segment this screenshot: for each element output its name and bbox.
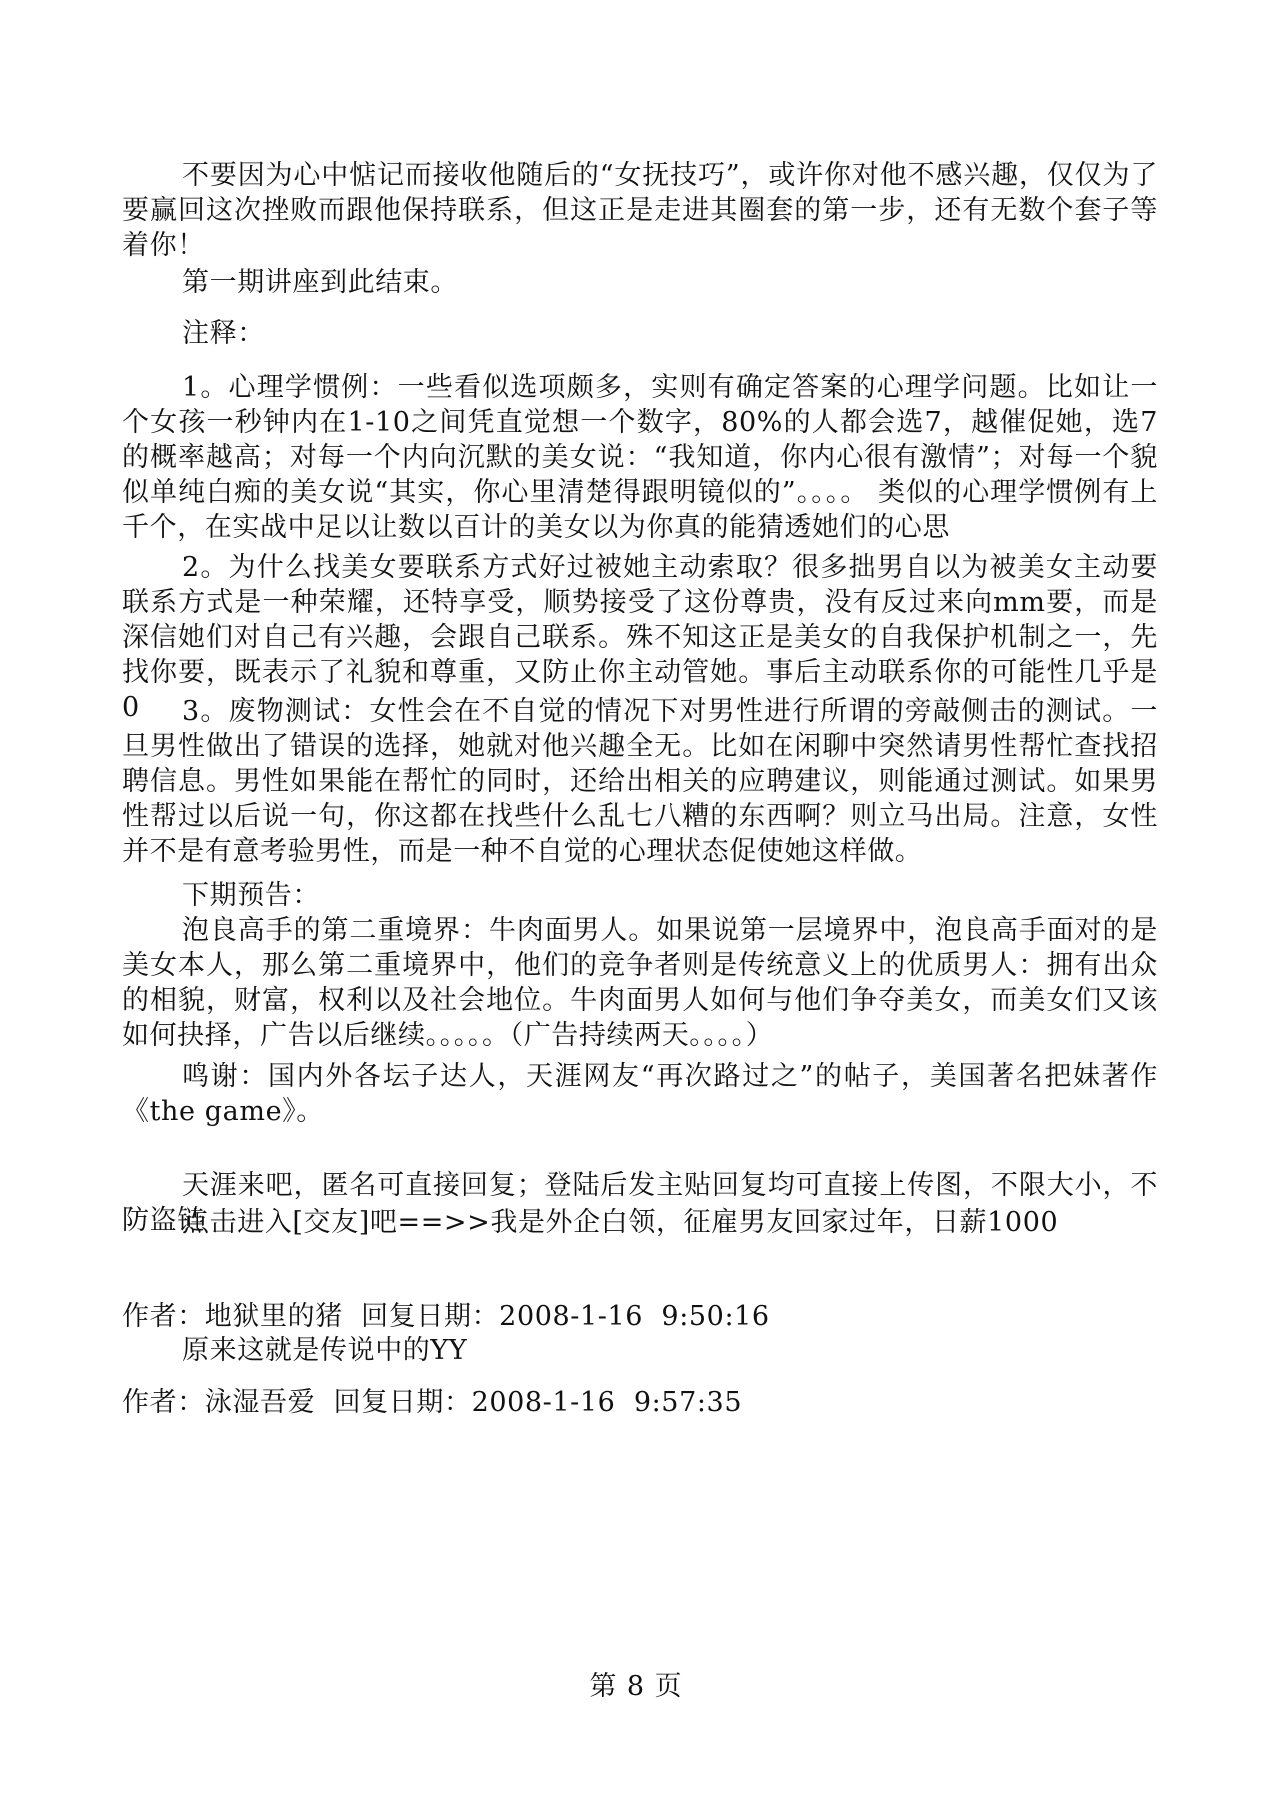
document-page [122,0,1162,1800]
note-2-paragraph: 2。为什么找美女要联系方式好过被她主动索取？很多拙男自以为被美女主动要联系方式是一种荣耀，还特享受，顺势接受了这份尊贵，没有反过来向mm要，而是深信她们对自己有兴趣，会跟自己联系。殊不知这正是美女的自我保护机制之一，先找你要，既表示了礼貌和尊重，又防止你主动管她。事后主动联系你的可能性几乎是0 [122,552,1158,723]
note-3-paragraph: 3。废物测试：女性会在不自觉的情况下对男性进行所谓的旁敲侧击的测试。一旦男性做出了错误的选择，她就对他兴趣全无。比如在闲聊中突然请男性帮忙查找招聘信息。男性如果能在帮忙的同时，还给出相关的应聘建议，则能通过测试。如果男性帮过以后说一句，你这都在找些什么乱七八糟的东西啊？则立马出局。注意，女性并不是有意考验男性，而是一种不自觉的心理状态促使她这样做。 [122,696,1158,867]
tianya-notice-paragraph: 天涯来吧，匿名可直接回复；登陆后发主贴回复均可直接上传图，不限大小，不防盗链 [122,1170,1158,1236]
dating-link[interactable]: 点击进入[交友]吧==>>我是外企白领，征雇男友回家过年，日薪1000 [182,1207,1059,1238]
body-paragraph: 不要因为心中惦记而接收他随后的“女抚技巧”，或许你对他不感兴趣，仅仅为了要赢回这次挫败而跟他保持联系，但这正是走进其圈套的第一步，还有无数个套子等着你！ [122,160,1158,261]
note-1-paragraph: 1。心理学惯例：一些看似选项颇多，实则有确定答案的心理学问题。比如让一个女孩一秒钟内在1-10之间凭直觉想一个数字，80%的人都会选7，越催促她，选7的概率越高；对每一个内向沉默的美女说：“我知道，你内心很有激情”；对每一个貌似单纯白痴的美女说“其实，你心里清楚得跟明镜似的”。。。。 类似的心理学惯例有上千个，在实战中足以让数以百计的美女以为你真的能猜透她们的心思 [122,372,1158,543]
thanks-paragraph: 鸣谢：国内外各坛子达人，天涯网友“再次路过之”的帖子，美国著名把妹著作《the game》。 [122,1061,1158,1127]
reply-author-line: 作者：泳湿吾爱 回复日期：2008-1-16 9:57:35 [122,1387,743,1418]
reply-author-line: 作者：地狱里的猪 回复日期：2008-1-16 9:50:16 [122,1301,770,1332]
notes-heading: 注释： [182,318,265,349]
closing-paragraph: 第一期讲座到此结束。 [182,267,458,298]
page-number: 第 8 页 [589,1671,683,1702]
preview-heading: 下期预告： [182,880,320,911]
reply-content: 原来这就是传说中的YY [182,1335,468,1366]
preview-paragraph: 泡良高手的第二重境界：牛肉面男人。如果说第一层境界中，泡良高手面对的是美女本人，那么第二重境界中，他们的竞争者则是传统意义上的优质男人：拥有出众的相貌，财富，权利以及社会地位。牛肉面男人如何与他们争夺美女，而美女们又该如何抉择，广告以后继续。。。。。（广告持续两天。。。。） [122,915,1158,1051]
